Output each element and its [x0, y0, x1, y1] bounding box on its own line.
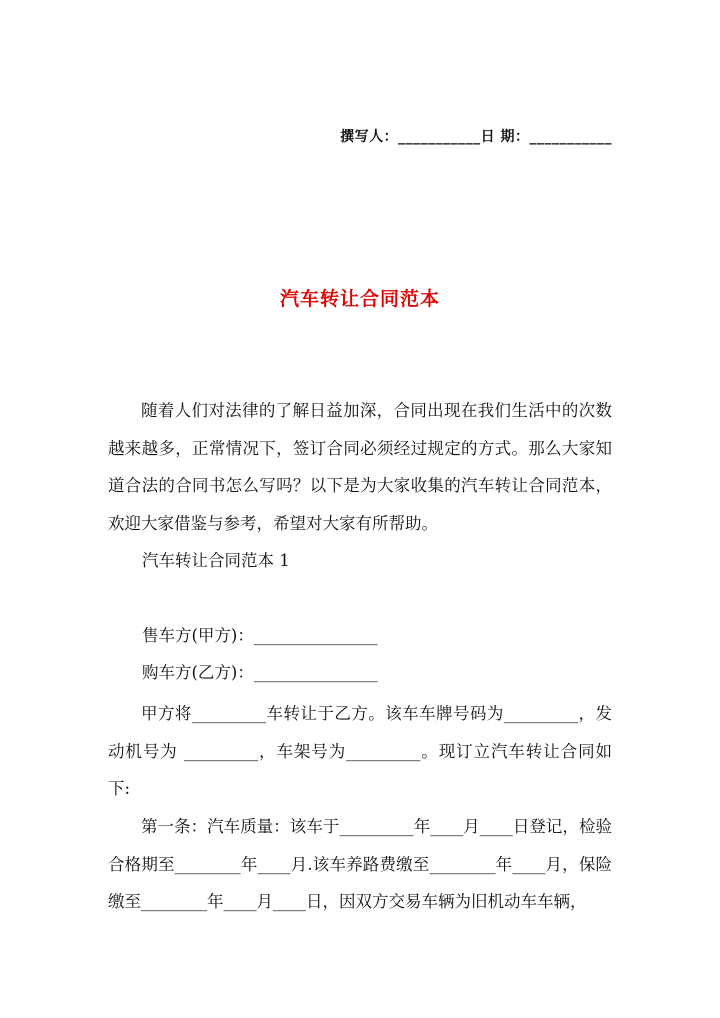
buyer-line: 购车方(乙方)：_______________: [142, 663, 378, 682]
transfer-paragraph: [108, 695, 612, 808]
intro-paragraph: [108, 392, 612, 542]
seller-line: 售车方(甲方)：_______________: [142, 626, 378, 645]
transfer-text: 甲方将_________车转让于乙方。该车车牌号码为_________，发动机号为 _________，车架号为_________。现订立汽车转让合同如下:: [108, 704, 612, 798]
author-date-line: 撰写人：___________日 期：___________: [340, 129, 612, 145]
intro-text: 随着人们对法律的了解日益加深，合同出现在我们生活中的次数越来越多，正常情况下，签订合同必须经过规定的方式。那么大家知道合法的合同书怎么写吗？以下是为大家收集的汽车转让合同范本，欢迎大家借鉴与参考，希望对大家有所帮助。: [108, 401, 612, 533]
section-title: 汽车转让合同范本 1: [142, 551, 290, 570]
article-one-paragraph: [108, 808, 612, 921]
document-title: 汽车转让合同范本: [279, 288, 440, 310]
article-one-text: 第一条：汽车质量：该车于_________年____月____日登记，检验合格期至________年____月.该车养路费缴至________年____月，保险缴至________年____月____日，因双方交易车辆为旧机动车车辆，: [108, 817, 612, 911]
